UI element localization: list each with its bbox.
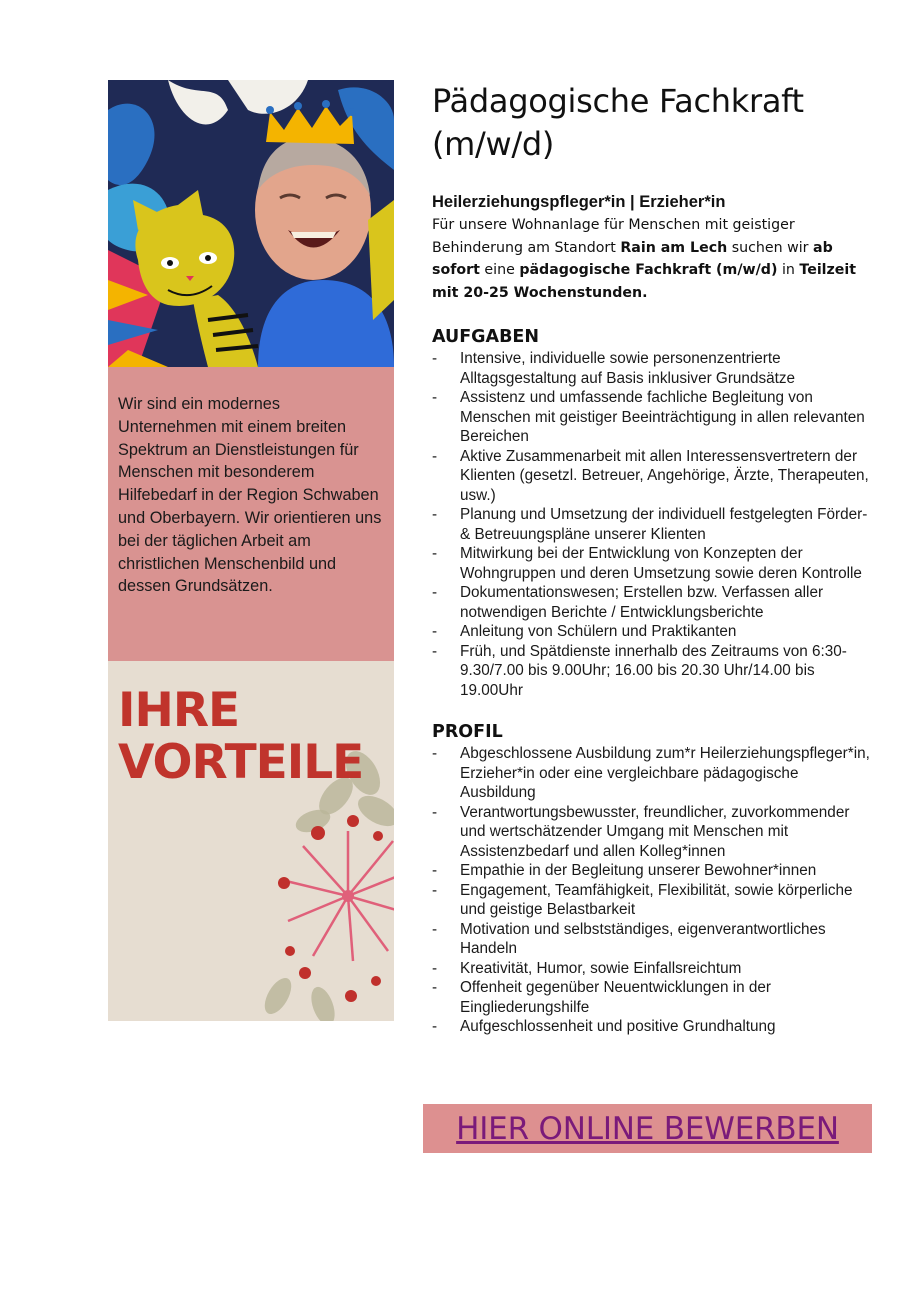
list-dash: - [432,506,438,523]
vorteile-banner [108,661,394,1021]
list-item [432,447,872,506]
list-item-text: Intensive, individuelle sowie personenzentrierte Alltagsgestaltung auf Basis inklusiver Grundsätze [460,350,796,387]
apply-online-label: HIER ONLINE BEWERBEN [456,1110,839,1147]
list-item-text: Mitwirkung bei der Entwicklung von Konzepten der Wohngruppen und deren Umsetzung sowie deren Kontrolle [460,545,862,582]
list-dash: - [432,959,438,977]
list-item-text: Aufgeschlossenheit und positive Grundhaltung [460,1018,776,1035]
list-item [432,920,872,959]
list-item [432,349,872,388]
apply-online-button[interactable] [423,1104,872,1153]
list-item [432,959,872,979]
list-item [432,1017,872,1037]
list-dash: - [432,545,438,562]
list-item-text: Kreativität, Humor, sowie Einfallsreichtum [460,959,742,977]
list-dash: - [432,745,438,762]
list-dash: - [432,862,438,879]
list-item [432,583,872,622]
list-item [432,861,872,881]
list-item-text: Anleitung von Schülern und Praktikanten [460,623,737,640]
list-item [432,622,872,642]
list-dash: - [432,920,438,938]
list-dash: - [432,584,438,601]
vorteile-line1: IHRE [118,683,240,738]
list-dash: - [432,389,438,406]
list-dash: - [432,881,438,899]
list-item [432,881,872,920]
list-item-text: Motivation und selbstständiges, eigenverantwortliches Handeln [460,920,826,957]
about-text: Wir sind ein modernes Unternehmen mit einem breiten Spektrum an Dienstleistungen für Menschen mit besonderem Hilfebedarf in der Region Schwaben und Oberbayern. Wir orientieren uns bei der täglichen Arbeit am christlichen Menschenbild und dessen Grundsätzen. [118,395,382,596]
list-item-text: Offenheit gegenüber Neuentwicklungen in der Eingliederungshilfe [460,979,771,1016]
list-item-text: Planung und Umsetzung der individuell festgelegten Förder- & Betreuungspläne unserer Klienten [460,506,868,543]
list-item [432,505,872,544]
list-item-text: Assistenz und umfassende fachliche Begleitung von Menschen mit geistiger Beeinträchtigung in allen relevanten Bereichen [460,389,865,445]
list-item [432,744,872,803]
job-title-line1: Pädagogische Fachkraft [432,82,804,120]
job-title [432,80,872,166]
list-item [432,388,872,447]
job-title-line2: (m/w/d) [432,125,555,163]
list-dash: - [432,447,438,465]
aufgaben-list [432,349,872,700]
list-item-text: Früh, und Spätdienste innerhalb des Zeitraums von 6:30-9.30/7.00 bis 9.00Uhr; 16.00 bis 20.30 Uhr/14.00 bis 19.00Uhr [460,642,847,699]
hero-illustration [108,80,394,367]
list-item [432,803,872,862]
list-item-text: Aktive Zusammenarbeit mit allen Interessensvertretern der Klienten (gesetzl. Betreuer, Angehörige, Ärzte, Therapeuten, usw.) [460,447,869,504]
job-intro: Für unsere Wohnanlage für Menschen mit geistiger Behinderung am Standort Rain am Lech suchen wir ab sofort eine pädagogische Fachkraft (m/w/d) in Teilzeit mit 20-25 Wochenstunden. [432,217,857,301]
list-dash: - [432,803,438,821]
list-item-text: Engagement, Teamfähigkeit, Flexibilität, sowie körperliche und geistige Belastbarkeit [460,881,853,918]
profil-list [432,744,872,1037]
vorteile-line2: VORTEILE [118,735,364,790]
job-content [432,80,872,1037]
profil-heading: PROFIL [432,722,503,742]
list-item-text: Empathie in der Begleitung unserer Bewohner*innen [460,862,817,879]
list-dash: - [432,1018,438,1035]
list-dash: - [432,350,438,367]
aufgaben-heading: AUFGABEN [432,327,540,347]
list-item [432,642,872,701]
list-item [432,544,872,583]
list-dash: - [432,979,438,996]
about-box [108,367,394,661]
list-item-text: Dokumentationswesen; Erstellen bzw. Verfassen aller notwendigen Berichte / Entwicklungsberichte [460,584,824,621]
list-item-text: Abgeschlossene Ausbildung zum*r Heilerziehungspfleger*in, Erzieher*in oder eine vergleichbare pädagogische Ausbildung [460,745,870,801]
list-dash: - [432,623,438,640]
list-item-text: Verantwortungsbewusster, freundlicher, zuvorkommender und wertschätzender Umgang mit Menschen mit Assistenzbedarf und allen Kolleg*innen [460,803,850,860]
list-item [432,978,872,1017]
list-dash: - [432,642,438,660]
job-subtitle: Heilerziehungspfleger*in | Erzieher*in [432,193,726,211]
